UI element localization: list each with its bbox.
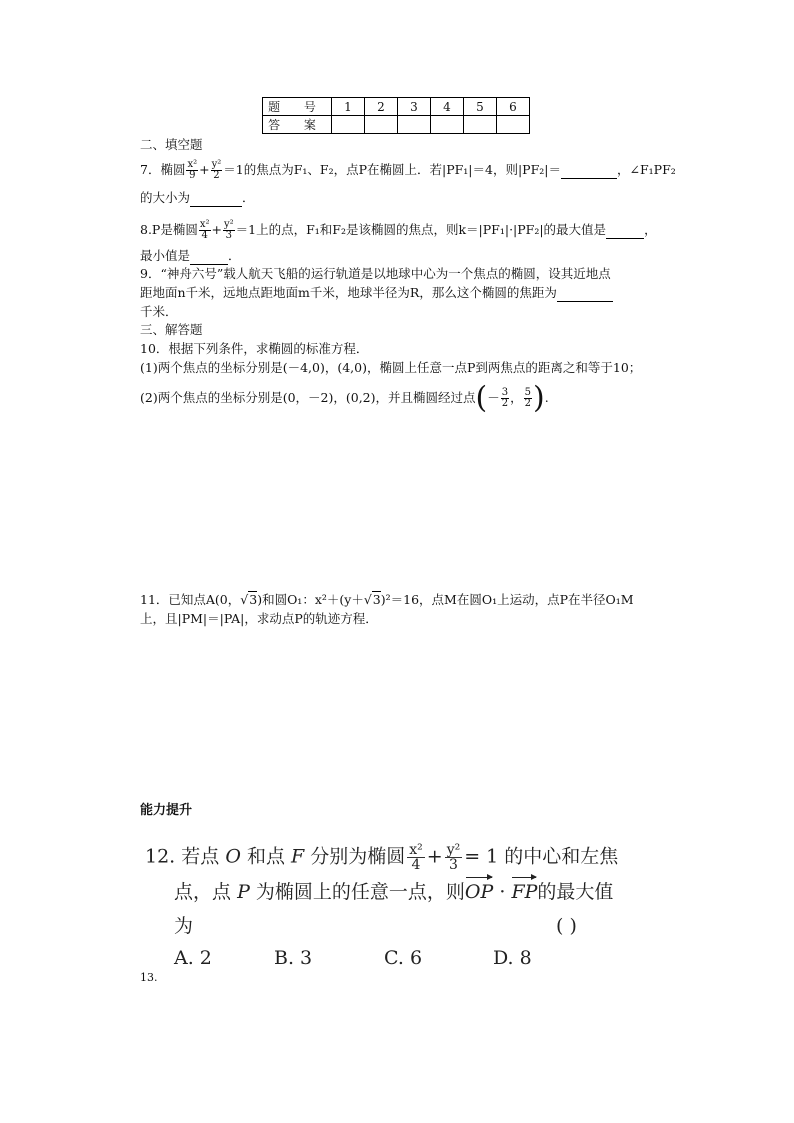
q7-line2: 的大小为 (140, 190, 191, 205)
question-7-line-1 (140, 160, 676, 181)
question-10-line-3 (140, 380, 549, 416)
q7-frac1-den: 9 (189, 170, 196, 181)
q11-part2: )和圆O₁：x²＋(y＋ (257, 592, 364, 607)
question-10-line-1: 10．根据下列条件，求椭圆的标准方程． (140, 341, 369, 356)
q8-frac2-den: 3 (225, 230, 232, 241)
q7-blank-1[interactable] (561, 162, 617, 179)
question-12-line-1 (145, 843, 618, 872)
q8-plus: + (211, 222, 222, 237)
section-ability-title: 能力提升 (140, 803, 193, 818)
q10-px-num: 3 (501, 387, 509, 398)
question-8-line-2 (140, 248, 241, 265)
q8-end: ． (228, 248, 241, 263)
q8-comma: ， (644, 222, 657, 237)
q12-frac1-num: x² (409, 842, 423, 858)
q12-answer-paren[interactable]: ( ) (556, 915, 577, 937)
q9-line2-text: 距地面n千米，远地点距地面m千米，地球半径为R，那么这个椭圆的焦距为 (140, 285, 557, 300)
q12-plus: + (426, 845, 443, 868)
question-8-line-1 (140, 220, 657, 241)
q12-dot: · (499, 881, 506, 903)
q12-fraction-y (445, 843, 463, 872)
q10-minus: － (487, 390, 500, 405)
q7-mid: ＝1的焦点为F₁、F₂，点P在椭圆上．若|PF₁|＝4，则|PF₂|＝ (223, 162, 561, 177)
q10-py-num: 5 (524, 387, 531, 398)
q8-prefix: 8.P是椭圆 (140, 222, 198, 237)
right-paren: ) (533, 380, 545, 416)
q10-point-x (501, 388, 509, 409)
q12-option-d[interactable]: D. 8 (493, 947, 532, 969)
table-row (263, 116, 530, 134)
q10-comma: ， (510, 390, 523, 405)
q8-blank-2[interactable] (190, 248, 228, 265)
left-paren: ( (475, 380, 488, 416)
q8-fraction-y (223, 220, 235, 241)
q12-option-a[interactable]: A. 2 (174, 947, 212, 969)
q12-p: P (237, 881, 250, 903)
question-7-line-2 (140, 190, 255, 207)
q8-line2: 最小值是 (140, 248, 191, 263)
question-11-line-2: 上，且|PM|＝|PA|，求动点P的轨迹方程． (140, 611, 378, 626)
answer-cell-2[interactable] (365, 116, 398, 134)
q12-prefix: 12. 若点 (145, 845, 220, 868)
section-answer-title: 三、解答题 (140, 322, 203, 337)
answer-cell-4[interactable] (431, 116, 464, 134)
q12-and: 和点 (246, 845, 285, 868)
q7-end: ． (242, 190, 255, 205)
q7-fraction-y (211, 160, 223, 181)
q12-frac2-den: 3 (448, 857, 458, 873)
q12-f: F (291, 845, 305, 868)
q12-vector-fp: FP (511, 881, 538, 903)
q7-frac2-den: 2 (213, 170, 220, 181)
q12-o: O (225, 845, 241, 868)
q8-mid: ＝1上的点，F₁和F₂是该椭圆的焦点，则k＝|PF₁|·|PF₂|的最大值是 (235, 222, 607, 237)
question-12-line-2 (174, 880, 613, 904)
q10-point-y (524, 388, 532, 409)
q12-mid: 分别为椭圆 (310, 845, 406, 868)
table-number-5: 5 (464, 98, 497, 116)
answer-table (262, 97, 530, 134)
table-number-4: 4 (431, 98, 464, 116)
q7-mid2: ，∠F₁PF₂ (617, 162, 676, 177)
q12-option-c[interactable]: C. 6 (384, 947, 423, 969)
question-10-line-2: (1)两个焦点的坐标分别是(－4,0)，(4,0)，椭圆上任意一点P到两焦点的距离之和等于10； (140, 360, 642, 375)
question-11-line-1: 11．已知点A(0，√3)和圆O₁：x²＋(y＋√3)²＝16，点M在圆O₁上运动，点P在半径O₁M (140, 592, 634, 607)
answer-cell-3[interactable] (398, 116, 431, 134)
q7-prefix: 7．椭圆 (140, 162, 186, 177)
q12-eq: = 1 的中心和左焦 (464, 845, 619, 868)
table-row (263, 98, 530, 116)
table-header-label: 题 号 (263, 98, 332, 116)
answer-cell-1[interactable] (332, 116, 365, 134)
q11-part1: 11．已知点A(0， (140, 592, 241, 607)
q8-blank-1[interactable] (606, 222, 644, 239)
q12-option-b[interactable]: B. 3 (274, 947, 313, 969)
q12-line2-c: 的最大值 (537, 881, 614, 903)
q11-sqrt1: 3 (249, 592, 258, 607)
q10-line3-prefix: (2)两个焦点的坐标分别是(0，－2)，(0,2)，并且椭圆经过点 (140, 390, 476, 405)
q10-px-den: 2 (501, 398, 509, 409)
q8-frac2-num: y² (223, 219, 234, 230)
q12-line2-b: 为椭圆上的任意一点，则 (255, 881, 465, 903)
question-13-label: 13. (140, 971, 158, 984)
q12-frac1-den: 4 (411, 857, 421, 873)
q7-frac1-num: x² (187, 159, 198, 170)
answer-cell-5[interactable] (464, 116, 497, 134)
q10-end: . (544, 390, 549, 405)
q9-blank[interactable] (557, 285, 613, 302)
question-9-line-3: 千米． (140, 304, 178, 319)
table-number-6: 6 (497, 98, 530, 116)
q12-vector-op: OP (464, 881, 494, 903)
q8-frac1-den: 4 (201, 230, 208, 241)
section-fill-blank-title: 二、填空题 (140, 137, 203, 152)
q11-sqrt2: 3 (372, 592, 381, 607)
q8-fraction-x (199, 220, 211, 241)
question-9-line-2 (140, 285, 613, 302)
q11-part3: )²＝16，点M在圆O₁上运动，点P在半径O₁M (380, 592, 634, 607)
table-number-3: 3 (398, 98, 431, 116)
answer-cell-6[interactable] (497, 116, 530, 134)
q8-frac1-num: x² (199, 219, 210, 230)
question-9-line-1: 9．“神舟六号”载人航天飞船的运行轨道是以地球中心为一个焦点的椭圆，设其近地点 (140, 266, 611, 281)
question-12-line-3: 为 (174, 915, 194, 937)
table-answer-label: 答 案 (263, 116, 332, 134)
q7-frac2-num: y² (211, 159, 222, 170)
q12-fraction-x (407, 843, 425, 872)
q7-blank-2[interactable] (190, 190, 242, 207)
q7-fraction-x (186, 160, 198, 181)
q12-frac2-num: y² (446, 842, 461, 858)
q12-line2-a: 点，点 (174, 881, 232, 903)
q7-plus: + (199, 162, 210, 177)
table-number-2: 2 (365, 98, 398, 116)
table-number-1: 1 (332, 98, 365, 116)
q10-py-den: 2 (524, 398, 531, 409)
